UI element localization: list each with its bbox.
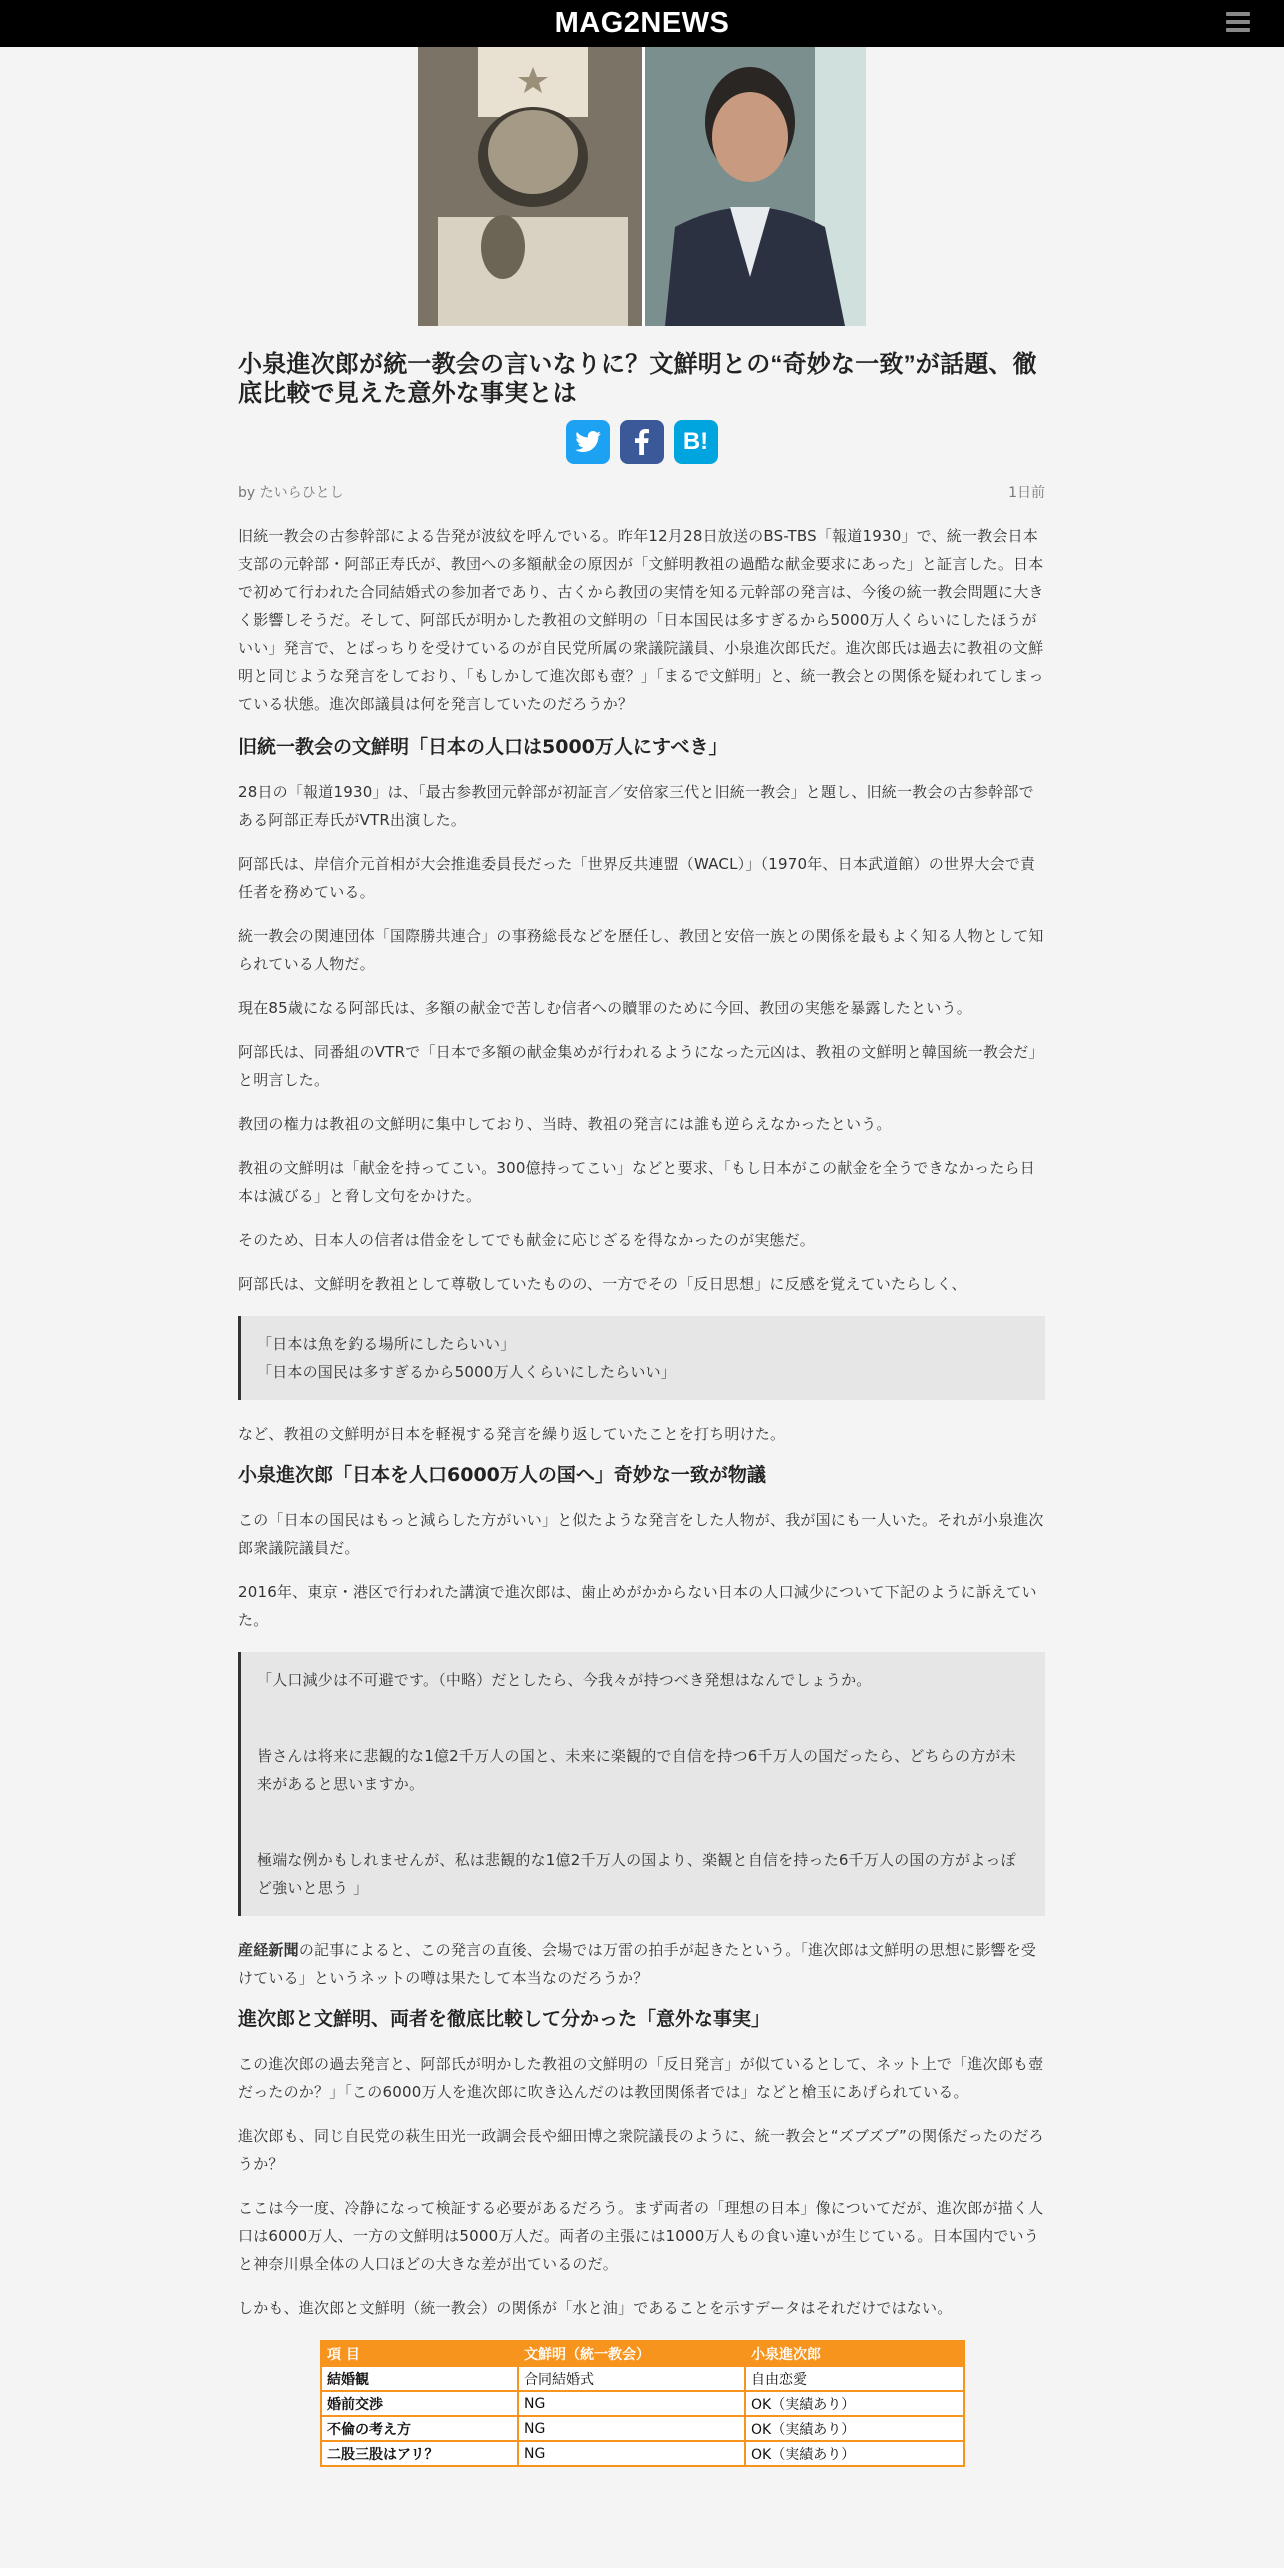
menu-line <box>1226 12 1250 16</box>
site-logo[interactable]: MAG2NEWS <box>554 7 730 39</box>
quote-line: 皆さんは将来に悲観的な1億2千万人の国と、未来に楽観的で自信を持つ6千万人の国だったら、どちらの方が未来があると思いますか。 <box>257 1747 1016 1793</box>
paragraph: ここは今一度、冷静になって検証する必要があるだろう。まず両者の「理想の日本」像についてだが、進次郎が描く人口は6000万人、一方の文鮮明は5000万人だ。両者の主張には1000万人もの食い違いが生じている。日本国内でいうと神奈川県全体の人口ほどの大きな差が出ているのだ。 <box>238 2199 1044 2273</box>
hero-image <box>418 47 866 326</box>
site-header <box>0 0 1284 47</box>
quote-line: 「人口減少は不可避です。（中略）だとしたら、今我々が持つべき発想はなんでしょうか。 <box>257 1671 872 1689</box>
paragraph: 阿部氏は、文鮮明を教祖として尊敬していたものの、一方でその「反日思想」に反感を覚えていたらしく、 <box>238 1275 967 1293</box>
portrait-politician-photo <box>645 47 866 326</box>
quote-block-1 <box>238 1316 1045 1400</box>
table-row <box>321 2391 964 2416</box>
paragraph: 28日の「報道1930」は、「最古参教団元幹部が初証言／安倍家三代と旧統一教会」と題し、旧統一教会の古参幹部である阿部正寿氏がVTR出演した。 <box>238 783 1034 829</box>
table-cell: OK（実績あり） <box>745 2441 964 2466</box>
byline <box>238 482 344 502</box>
paragraph: この進次郎の過去発言と、阿部氏が明かした教祖の文鮮明の「反日発言」が似ているとして、ネット上で「進次郎も壺だったのか？」「この6000万人を進次郎に吹き込んだのは教団関係者では」などと槍玉にあげられている。 <box>238 2055 1044 2101</box>
article-title: 小泉進次郎が統一教会の言いなりに？文鮮明との“奇妙な一致”が話題、徹底比較で見えた意外な事実とは <box>238 351 1037 407</box>
table-cell: 合同結婚式 <box>518 2366 745 2391</box>
paragraph: しかも、進次郎と文鮮明（統一教会）の関係が「水と油」であることを示すデータはそれだけではない。 <box>238 2299 953 2317</box>
menu-line <box>1226 20 1250 24</box>
facebook-share-button[interactable] <box>620 420 664 464</box>
byline-prefix: by <box>238 485 260 501</box>
hero-photo-left <box>418 47 642 326</box>
hero-photo-right <box>645 47 866 326</box>
table-cell: 不倫の考え方 <box>321 2416 518 2441</box>
table-cell: 自由恋愛 <box>745 2366 964 2391</box>
share-buttons <box>238 420 1045 464</box>
quote-block-2 <box>238 1652 1045 1916</box>
table-header-row <box>321 2341 964 2366</box>
published-time: 1日前 <box>1008 485 1045 501</box>
paragraph: 教団の権力は教祖の文鮮明に集中しており、当時、教祖の発言には誰も逆らえなかったという。 <box>238 1115 892 1133</box>
table-row <box>321 2416 964 2441</box>
table-cell: NG <box>518 2441 745 2466</box>
paragraph: 2016年、東京・港区で行われた講演で進次郎は、歯止めがかからない日本の人口減少について下記のように訴えていた。 <box>238 1583 1037 1629</box>
table-header: 項 目 <box>321 2341 518 2366</box>
article-meta <box>238 482 1045 502</box>
article <box>238 340 1045 2467</box>
table-cell: NG <box>518 2416 745 2441</box>
quote-line: 極端な例かもしれませんが、私は悲観的な1億2千万人の国より、楽観と自信を持った6千万人の国の方がよっぽど強いと思う 」 <box>257 1851 1016 1897</box>
paragraph: 統一教会の関連団体「国際勝共連合」の事務総長などを歴任し、教団と安倍一族との関係を最もよく知る人物として知られている人物だ。 <box>238 927 1044 973</box>
table-cell: OK（実績あり） <box>745 2416 964 2441</box>
table-cell: 二股三股はアリ？ <box>321 2441 518 2466</box>
paragraph: この「日本の国民はもっと減らした方がいい」と似たような発言をした人物が、我が国にも一人いた。それが小泉進次郎衆議院議員だ。 <box>238 1511 1044 1557</box>
table-cell: 婚前交渉 <box>321 2391 518 2416</box>
paragraph-text: の記事によると、この発言の直後、会場では万雷の拍手が起きたという。「進次郎は文鮮明の思想に影響を受けている」というネットの噂は果たして本当なのだろうか？ <box>238 1941 1037 1987</box>
menu-line <box>1226 28 1250 32</box>
portrait-elder-illustration <box>418 47 642 326</box>
section-heading-2: 小泉進次郎「日本を人口6000万人の国へ」奇妙な一致が物議 <box>238 1464 766 1486</box>
quote-line: 「日本の国民は多すぎるから5000万人くらいにしたらいい」 <box>257 1363 676 1381</box>
hatena-bookmark-button[interactable] <box>674 420 718 464</box>
twitter-share-button[interactable] <box>566 420 610 464</box>
hatena-icon: B! <box>682 428 709 455</box>
paragraph: そのため、日本人の信者は借金をしてでも献金に応じざるを得なかったのが実態だ。 <box>238 1231 816 1249</box>
table-header: 小泉進次郎 <box>745 2341 964 2366</box>
section-heading-3: 進次郎と文鮮明、両者を徹底比較して分かった「意外な事実」 <box>238 2008 771 2030</box>
comparison-table <box>320 2340 965 2467</box>
paragraph: 教祖の文鮮明は「献金を持ってこい。300億持ってこい」などと要求、「もし日本がこの献金を全うできなかったら日本は滅びる」と脅し文句をかけた。 <box>238 1159 1035 1205</box>
paragraph: 進次郎も、同じ自民党の萩生田光一政調会長や細田博之衆院議長のように、統一教会と“ズブズブ”の関係だったのだろうか？ <box>238 2127 1044 2173</box>
table-row <box>321 2366 964 2391</box>
source-link[interactable]: 産経新聞 <box>238 1941 299 1959</box>
paragraph: 現在85歳になる阿部氏は、多額の献金で苦しむ信者への贖罪のために今回、教団の実態を暴露したという。 <box>238 999 972 1017</box>
quote-line: 「日本は魚を釣る場所にしたらいい」 <box>257 1335 516 1353</box>
twitter-bird-icon <box>575 431 601 453</box>
paragraph: 阿部氏は、岸信介元首相が大会推進委員長だった「世界反共連盟（WACL）」（1970年、日本武道館）の世界大会で責任者を務めている。 <box>238 855 1036 901</box>
table-cell: 結婚観 <box>321 2366 518 2391</box>
facebook-f-icon <box>635 429 649 455</box>
table-header: 文鮮明（統一教会） <box>518 2341 745 2366</box>
table-cell: OK（実績あり） <box>745 2391 964 2416</box>
section-heading-1: 旧統一教会の文鮮明「日本の人口は5000万人にすべき」 <box>238 736 728 758</box>
author-link[interactable]: たいらひとし <box>259 485 344 501</box>
paragraph <box>238 1936 1045 1992</box>
intro-paragraph: 旧統一教会の古参幹部による告発が波紋を呼んでいる。昨年12月28日放送のBS-TBS「報道1930」で、統一教会日本支部の元幹部・阿部正寿氏が、教団への多額献金の原因が「文鮮明教祖の過酷な献金要求にあった」と証言した。日本で初めて行われた合同結婚式の参加者であり、古くから教団の実情を知る元幹部の発言は、今後の統一教会問題に大きく影響しそうだ。そして、阿部氏が明かした教祖の文鮮明の「日本国民は多すぎるから5000万人くらいにしたほうがいい」発言で、とばっちりを受けているのが自民党所属の衆議院議員、小泉進次郎氏だ。進次郎氏は過去に教祖の文鮮明と同じような発言をしており、「もしかして進次郎も壺？」「まるで文鮮明」と、統一教会との関係を疑われてしまっている状態。進次郎議員は何を発言していたのだろうか？ <box>238 527 1044 713</box>
paragraph: など、教祖の文鮮明が日本を軽視する発言を繰り返していたことを打ち明けた。 <box>238 1425 786 1443</box>
hamburger-icon[interactable] <box>1226 10 1250 34</box>
table-cell: NG <box>518 2391 745 2416</box>
table-row <box>321 2441 964 2466</box>
paragraph: 阿部氏は、同番組のVTRで「日本で多額の献金集めが行われるようになった元凶は、教祖の文鮮明と韓国統一教会だ」と明言した。 <box>238 1043 1044 1089</box>
